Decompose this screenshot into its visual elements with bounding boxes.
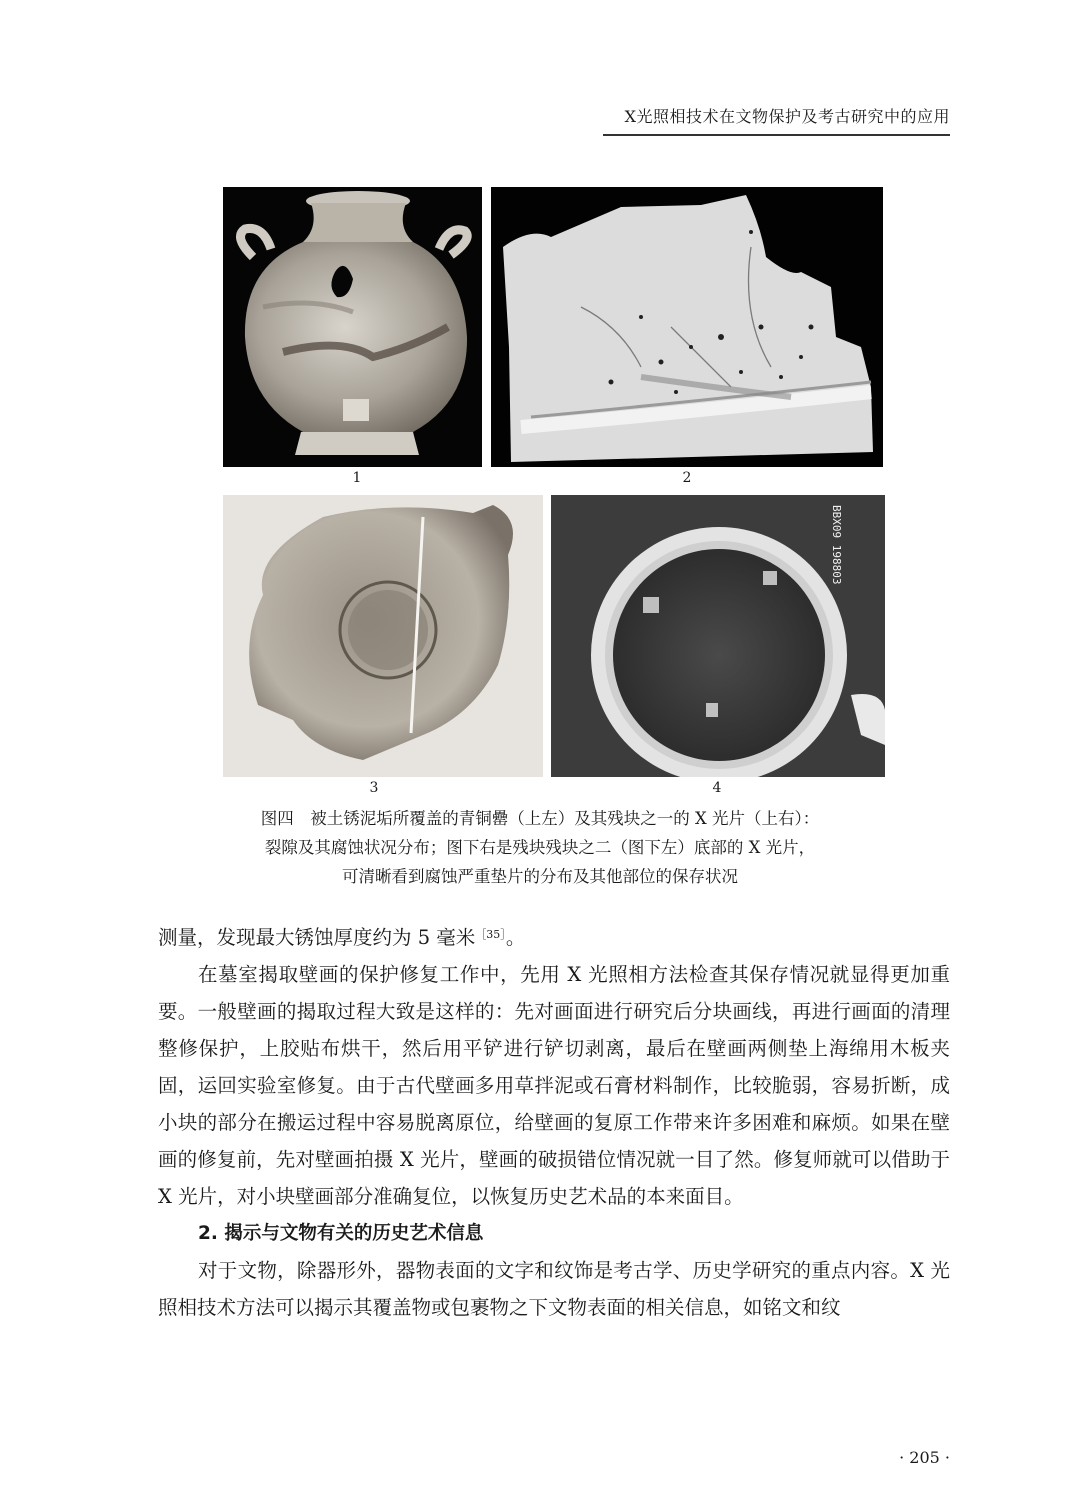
figure-1-number: 1 — [352, 470, 362, 486]
header-rule — [603, 134, 950, 136]
figure-4-photo — [551, 495, 885, 777]
figure-4-number: 4 — [712, 780, 722, 796]
running-head: X光照相技术在文物保护及考古研究中的应用 — [624, 107, 950, 126]
figure-3-photo — [223, 495, 543, 777]
caption-line-1: 图四 被土锈泥垢所覆盖的青铜罍（上左）及其残块之一的 X 光片（上右）： — [260, 809, 820, 828]
paragraph-3: 对于文物，除器形外，器物表面的文字和纹饰是考古学、历史学研究的重点内容。X 光照相技术方法可以揭示其覆盖物或包裹物之下文物表面的相关信息，如铭文和纹 — [158, 1259, 950, 1319]
figure-1-photo — [223, 187, 482, 467]
figure-2-number: 2 — [682, 470, 692, 486]
figure-caption — [150, 804, 930, 891]
page-number: · 205 · — [899, 1448, 950, 1467]
citation-ref: ［35］ — [475, 928, 506, 941]
figure-2-photo — [491, 187, 883, 467]
caption-line-2: 裂隙及其腐蚀状况分布；图下右是残块残块之二（图下左）底部的 X 光片， — [264, 838, 816, 857]
paragraph-2: 在墓室揭取壁画的保护修复工作中，先用 X 光照相方法检查其保存情况就显得更加重要。一般壁画的揭取过程大致是这样的：先对画面进行研究后分块画线，再进行画面的清理整修保护，上胶贴布烘干，然后用平铲进行铲切剥离，最后在壁画两侧垫上海绵用木板夹固，运回实验室修复。由于古代壁画多用草拌泥或石膏材料制作，比较脆弱，容易折断，成小块的部分在搬运过程中容易脱离原位，给壁画的复原工作带来许多困难和麻烦。如果在壁画的修复前，先对壁画拍摄 X 光片，壁画的破损错位情况就一目了然。修复师就可以借助于 X 光片，对小块壁画部分准确复位，以恢复历史艺术品的本来面目。 — [158, 963, 950, 1208]
paragraph-1: 测量，发现最大锈蚀厚度约为 5 毫米$^{[35]}$。 — [158, 926, 526, 949]
section-heading: 2. 揭示与文物有关的历史艺术信息 — [198, 1223, 484, 1244]
body-text — [158, 919, 950, 1326]
figure-3-number: 3 — [369, 780, 379, 796]
caption-line-3: 可清晰看到腐蚀严重垫片的分布及其他部位的保存状况 — [342, 867, 738, 886]
film-marking: BBX09 198803 — [830, 505, 843, 585]
